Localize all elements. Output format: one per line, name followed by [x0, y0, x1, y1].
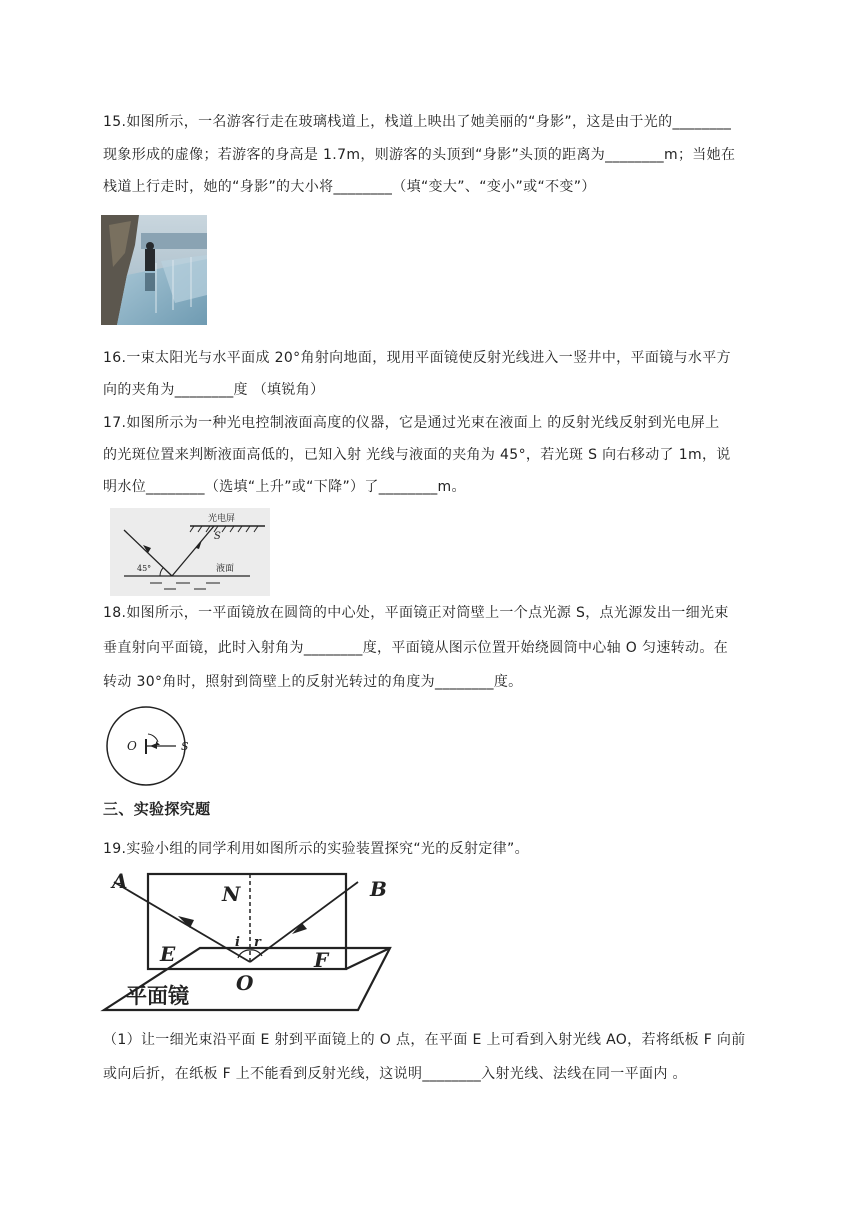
q17-line-3: 明水位________（选填“上升”或“下降”）了________m。	[103, 479, 466, 495]
angle-i-label: i	[235, 935, 240, 950]
screen-label: 光电屏	[208, 514, 236, 524]
liquid-label: 液面	[216, 564, 235, 574]
rotating-mirror-diagram	[100, 704, 196, 788]
ray-b-label: B	[370, 877, 387, 901]
q19-line-1: 19.实验小组的同学利用如图所示的实验装置探究“光的反射定律”。	[103, 841, 529, 857]
angle-label: 45°	[137, 564, 152, 573]
q16-line-1: 16.一束太阳光与水平面成 20°角射向地面，现用平面镜使反射光线进入一竖井中，平面镜与水平方	[103, 350, 731, 366]
q18-line-3: 转动 30°角时，照射到筒壁上的反射光转过的角度为________度。	[103, 674, 523, 690]
point-o-label: O	[236, 971, 254, 995]
q16-line-2: 向的夹角为________度 （填锐角）	[103, 382, 325, 398]
ray-a-label: A	[112, 869, 128, 893]
q15-line-3: 栈道上行走时，她的“身影”的大小将________（填“变大”、“变小”或“不变”）	[103, 179, 596, 195]
q18-line-1: 18.如图所示，一平面镜放在圆筒的中心处，平面镜正对筒壁上一个点光源 S，点光源发出一细光束	[103, 605, 729, 621]
q15-line-2: 现象形成的虚像；若游客的身高是 1.7m，则游客的头顶到“身影”头顶的距离为________m；当她在	[103, 147, 736, 163]
spot-s-label: S	[214, 531, 221, 542]
section-heading: 三、实验探究题	[103, 800, 211, 818]
board-f-label: F	[314, 948, 329, 972]
mirror-label: 平面镜	[126, 983, 189, 1008]
reflection-apparatus-diagram	[100, 868, 400, 1018]
source-s-label: S	[181, 740, 189, 753]
q18-line-2: 垂直射向平面镜，此时入射角为________度，平面镜从图示位置开始绕圆筒中心轴 O 匀速转动。在	[103, 640, 729, 656]
q17-line-1: 17.如图所示为一种光电控制液面高度的仪器，它是通过光束在液面上 的反射光线反射到光电屏上	[103, 415, 720, 431]
glass-walkway-photo	[101, 215, 207, 325]
q17-line-2: 的光斑位置来判断液面高低的，已知入射 光线与液面的夹角为 45°，若光斑 S 向右移动了 1m，说	[103, 447, 731, 463]
board-e-label: E	[160, 942, 176, 966]
normal-n-label: N	[222, 882, 241, 906]
q19-sub1-line-2: 或向后折，在纸板 F 上不能看到反射光线，这说明________入射光线、法线在同一平面内 。	[103, 1066, 687, 1082]
q15-line-1: 15.如图所示，一名游客行走在玻璃栈道上，栈道上映出了她美丽的“身影”，这是由于光的________	[103, 114, 732, 130]
q19-sub1-line-1: （1）让一细光束沿平面 E 射到平面镜上的 O 点，在平面 E 上可看到入射光线 AO，若将纸板 F 向前	[103, 1032, 746, 1048]
center-o-label: O	[127, 739, 137, 753]
angle-r-label: r	[254, 935, 261, 950]
liquid-level-diagram	[110, 508, 270, 596]
